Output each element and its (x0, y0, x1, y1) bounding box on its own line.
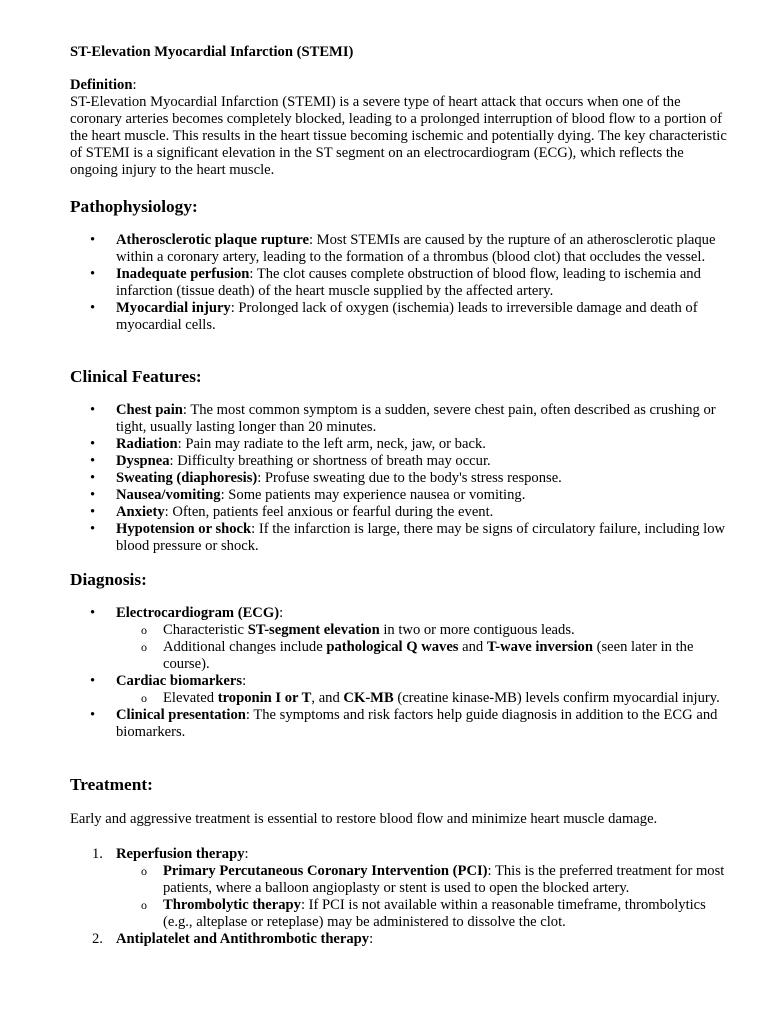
list-item: 2. Antiplatelet and Antithrombotic therapy: (92, 931, 374, 947)
list-item: • Hypotension or shock: If the infarction is large, there may be signs of circulatory failure, including low blood pressure or shock. (90, 521, 726, 554)
clinical-features-list (70, 402, 730, 555)
diagnosis-heading: Diagnosis: (70, 570, 147, 589)
reperfusion-sublist (116, 863, 730, 931)
diagnosis-list (70, 605, 730, 741)
list-item: • Clinical presentation: The symptoms and risk factors help guide diagnosis in addition to the ECG and biomarkers. (90, 707, 718, 740)
treatment-heading: Treatment: (70, 775, 153, 794)
sub-list-item: o Additional changes include pathological Q waves and T-wave inversion (seen later in the course). (141, 639, 694, 672)
list-item: • Nausea/vomiting: Some patients may experience nausea or vomiting. (90, 487, 526, 503)
list-item: 1. Reperfusion therapy: o Primary Percutaneous Coronary Intervention (PCI): This is the preferred treatment for most patients, where a balloon angioplasty or stent is used to open the blocked artery. o Thrombolytic therapy: If PCI is not available within a reasonable timeframe, thrombolytics (e.g., alteplase or reteplase) may be administered to dissolve the clot. (70, 846, 730, 931)
biomarkers-sublist (116, 690, 730, 707)
ecg-sublist (116, 622, 730, 673)
list-item: • Chest pain: The most common symptom is a sudden, severe chest pain, often described as crushing or tight, usually lasting longer than 20 minutes. (90, 402, 716, 435)
pathophysiology-list (70, 232, 730, 334)
sub-list-item: o Thrombolytic therapy: If PCI is not available within a reasonable timeframe, thrombolytics (e.g., alteplase or reteplase) may be administered to dissolve the clot. (141, 897, 706, 930)
list-item: • Electrocardiogram (ECG): o Characteristic ST-segment elevation in two or more contiguous leads. o Additional changes include pathological Q waves and T-wave inversion (seen later in the course). (70, 605, 730, 673)
document-title: ST-Elevation Myocardial Infarction (STEMI) (70, 44, 354, 60)
list-item: • Atherosclerotic plaque rupture: Most STEMIs are caused by the rupture of an atherosclerotic plaque within a coronary artery, leading to the formation of a thrombus (blood clot) that occludes the vessel. (90, 232, 716, 265)
treatment-intro: Early and aggressive treatment is essential to restore blood flow and minimize heart muscle damage. (70, 811, 658, 827)
list-item: • Radiation: Pain may radiate to the left arm, neck, jaw, or back. (90, 436, 486, 452)
list-item: • Cardiac biomarkers: o Elevated troponin I or T, and CK-MB (creatine kinase-MB) levels confirm myocardial injury. (70, 673, 730, 707)
list-item: • Dyspnea: Difficulty breathing or shortness of breath may occur. (90, 453, 491, 469)
sub-list-item: o Characteristic ST-segment elevation in two or more contiguous leads. (141, 622, 575, 638)
pathophysiology-heading: Pathophysiology: (70, 197, 198, 216)
treatment-list (70, 846, 730, 948)
clinical-features-heading: Clinical Features: (70, 367, 202, 386)
list-item: • Anxiety: Often, patients feel anxious or fearful during the event. (90, 504, 494, 520)
list-item: • Sweating (diaphoresis): Profuse sweating due to the body's stress response. (90, 470, 562, 486)
sub-list-item: o Elevated troponin I or T, and CK-MB (creatine kinase-MB) levels confirm myocardial injury. (141, 690, 720, 706)
definition-text: ST-Elevation Myocardial Infarction (STEMI) is a severe type of heart attack that occurs when one of the coronary arteries becomes completely blocked, leading to a prolonged interruption of blood flow to a portion of the heart muscle. This results in the heart tissue becoming ischemic and potentially dying. The key characteristic of STEMI is a significant elevation in the ST segment on an electrocardiogram (ECG), which reflects the ongoing injury to the heart muscle. (70, 94, 727, 178)
list-item: • Myocardial injury: Prolonged lack of oxygen (ischemia) leads to irreversible damage and death of myocardial cells. (90, 300, 698, 333)
definition-heading: Definition: (70, 77, 137, 93)
list-item: • Inadequate perfusion: The clot causes complete obstruction of blood flow, leading to ischemia and infarction (tissue death) of the heart muscle supplied by the affected artery. (90, 266, 701, 299)
sub-list-item: o Primary Percutaneous Coronary Intervention (PCI): This is the preferred treatment for most patients, where a balloon angioplasty or stent is used to open the blocked artery. (141, 863, 725, 896)
